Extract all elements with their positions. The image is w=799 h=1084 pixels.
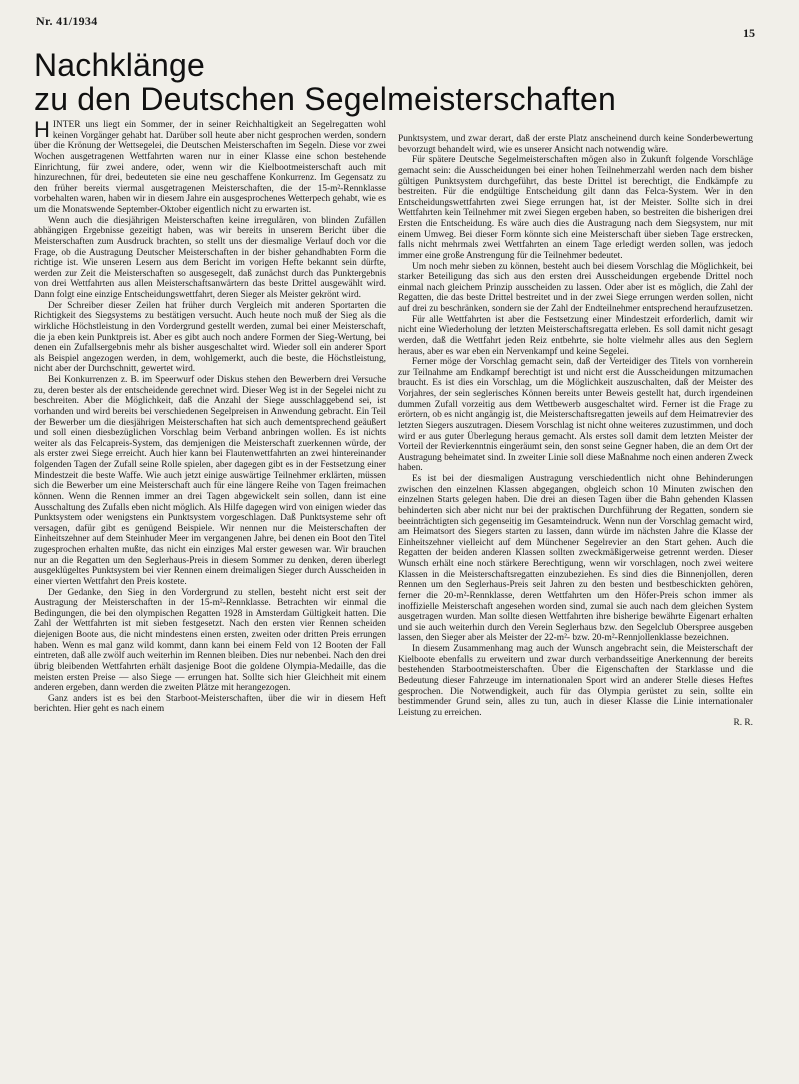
right-column — [398, 134, 753, 1075]
article-title — [34, 48, 774, 116]
left-column — [34, 120, 386, 1075]
paragraph: Bei Konkurrenzen z. B. im Speerwurf oder Diskus stehen den Bewerbern drei Versuche zu, deren bester als der entscheidende gerechnet wird. Dieser Weg ist in der Segelei nicht zu beschreiten. Aber die Möglichkeit, daß die Anzahl der Siege ausschlaggebend sei, ist vorhanden und wird bereits bei verschiedenen Segelpreisen in Anwendung gebracht. Ein Teil der Bewerber um die diesjährigen Meisterschaften hat sich auch dementsprechend geäußert und soll einen diesbezüglichen Vorschlag beim Verband anbringen wollen. Es ist nichts weiter als das Felcapreis-System, das demjenigen die Meisterschaft zuerkennen würde, der als erster zwei Siege erreicht. Auch hier kann bei Flautenwettfahrten an zwei hintereinander folgenden Tagen der Zufall seine Rolle spielen, aber dagegen gibt es in der Festsetzung einer Mindestzeit die beste Waffe. Wie auch jetzt einige auswärtige Teilnehmer erklärten, müssen sich die Bewerber um eine Meisterschaft auch für eine längere Reihe von Tagen freimachen können. Wenn die Rennen immer an drei Tagen abgewickelt sein sollen, dann ist eine Ausschaltung des Zufalls eben nicht möglich. Als Hilfe dagegen wird von einigen wieder das Punktsystem oder wenigstens ein Punktsystem vorgeschlagen. Daß Punktsysteme sehr oft versagen, dafür gibt es genügend Beispiele. Wir nennen nur die Meisterschaften der Einheitszehner auf dem Steinhuder Meer im vergangenen Jahre, bei denen ein Boot den Titel zugesprochen erhalten mußte, das nicht ein einziges Mal erster gewesen war. Wir brauchen nur an die Regatten um den Seglerhaus-Preis in diesem Sommer zu denken, deren überlegt ausgeklügeltes Punktsystem bei vier Rennen einem dreimaligen Sieger durch Ausscheiden in einer vierten Wettfahrt den Preis kostete. — [34, 375, 386, 587]
paragraph: HINTER uns liegt ein Sommer, der in seiner Reichhaltigkeit an Segelregatten wohl keinen Vorgänger gehabt hat. Darüber soll heute aber nicht gesprochen werden, sondern über die Krönung der Wettsegelei, die Deutschen Meisterschaften im Segeln. Diese vor zwei Wochen ausgetragenen Wettfahrten waren nur in einer Klasse eine schon bestehende Einrichtung, für zwei andere, oder, wenn wir die Kielbootmeisterschaft auch mit hinzurechnen, für drei, bedeuteten sie eine neu geschaffene Konkurrenz. Im Gegensatz zu den früher bereits viermal ausgetragenen Meisterschaften, die der 15-m²-Rennklasse vorbehalten waren, haben wir in diesem Jahre ein ausgesprochenes Wetterpech gehabt, wie es um die Monatswende September-Oktober eigentlich nicht zu erwarten ist. — [34, 120, 386, 215]
paragraph: Es ist bei der diesmaligen Austragung verschiedentlich nicht ohne Behinderungen zwischen den einzelnen Klassen abgegangen, obgleich schon 10 Minuten zwischen den einzelnen Starts gelegen haben. Die drei an diesen Tagen über die Bahn gehenden Klassen behinderten sich aber nicht nur bei der praktischen Durchführung der Regatten, sondern sie beeinträchtigten sich gegenseitig im Gesamteindruck. Wenn nun der Vorschlag gemacht wird, am Heimatsort des Siegers starten zu lassen, dann würde im nächsten Jahre die Klasse der Einheitszehner vielleicht auf dem Münchener Segelrevier an den Start gehen. Auch die Regatten der beiden anderen Klassen sollten zweckmäßigerweise getrennt werden. Dieser Wunsch erhält eine noch stärkere Berechtigung, wenn wir vorschlagen, noch zwei weitere Klassen in die Meisterschaftsregatten einzubeziehen. Es sind dies die Binnenjollen, deren Rennen um den Seglerhaus-Preis seit Jahren zu den besten und bestbeschickten gehören, ferner die 20-m²-Rennklasse, deren Wettfahrten um den Höfer-Preis schon immer als inoffizielle Meisterschaft angesehen worden sind, zumal sie auch nach dem gleichen System ausgetragen wurden. Man sollte diesen Wettfahrten ihre bisherige bewährte Eigenart erhalten und sie auch weiterhin durch den Verein Seglerhaus bzw. den Segelclub Oberspree ausgeben lassen, den Sieger aber als Meister der 22-m²- bzw. 20-m²-Rennjollenklasse bezeichnen. — [398, 474, 753, 644]
paragraph: Der Schreiber dieser Zeilen hat früher durch Vergleich mit anderen Sportarten die Richtigkeit des Siegsystems zu bestätigen versucht. Auch heute noch muß der Sieg als die wirkliche Höchstleistung in den Vordergrund gestellt werden, zumal bei einer Meisterschaft, die ja eben kein Punktpreis ist. Aber es gibt auch noch andere Formen der Sieg-Wertung, bei denen ein Zufallsergebnis mehr als bisher ausgeschaltet wird. Wieder soll ein anderer Sport als Beispiel angezogen werden, in dem, wohlgemerkt, auch die beste, die Höchstleistung, nicht aber der Durchschnitt, gewertet wird. — [34, 300, 386, 375]
issue-number: Nr. 41/1934 — [36, 14, 98, 28]
article-title-line-1: Nachklänge — [34, 47, 205, 83]
paragraph: Für spätere Deutsche Segelmeisterschaften mögen also in Zukunft folgende Vorschläge gemacht sein: die Ausscheidungen bei einer hohen Teilnehmerzahl werden nach dem bisher gültigen Punktsystem durchgeführt, das beste Drittel ist berechtigt, die Endkämpfe zu bestreiten. Für die endgültige Entscheidung gilt dann das Felca-System. Wer in den Entscheidungswettfahrten zwei Siege errungen hat, ist der Meister. Sollte sich in drei Wettfahrten kein Teilnehmer mit zwei Siegen ergeben haben, so bestreiten die bisherigen drei Ersten die Entscheidung. Es wäre auch dies die Austragung nach dem Siegsystem, nur mit einem Umweg. Bei dieser Form könnte sich eine Meisterschaft über sieben Tage erstrecken, falls nicht mehrmals zwei Wettfahrten an einem Tage erledigt werden sollen, was jedoch immer eine große Anstrengung für die Teilnehmer bedeutet. — [398, 155, 753, 261]
drop-cap: H — [34, 120, 50, 142]
paragraph: Ferner möge der Vorschlag gemacht sein, daß der Verteidiger des Titels von vornherein zur Teilnahme am Endkampf berechtigt ist und nicht erst die Ausscheidungen mitzumachen braucht. Es ist dies ein Vorschlag, um die Möglichkeit auszuschalten, daß der Meister des Vorjahres, der sein seglerisches Können bereits unter Beweis gestellt hat, durch irgendeinen dummen Zufall vorzeitig aus dem Wettbewerb ausgeschaltet wird. Ferner ist die Frage zu erörtern, ob es nicht angängig ist, die Meisterschaftsregatten jeweils auf dem Heimatrevier des letzten Siegers auszutragen. Diesem Vorschlag ist nicht ohne weiteres zuzustimmen, und doch wird er aus guter Überlegung heraus gemacht. Als erstes soll damit dem letzten Meister der Vorteil der Revierkenntnis eingeräumt sein, den sonst seine Gegner haben, die an dem Ort der Austragung beheimatet sind. In zweiter Linie soll diese Maßnahme noch einen anderen Zweck haben. — [398, 357, 753, 474]
paragraph: Um noch mehr sieben zu können, besteht auch bei diesem Vorschlag die Möglichkeit, bei starker Beteiligung das sich aus den ersten drei Ausscheidungen ergebende Drittel noch einmal nach gleichem Prinzip ausscheiden zu lassen. Oder aber ist es möglich, die Zahl der Regatten, die das beste Drittel bestreitet und in der zwei Siege errungen werden sollen, nicht auf drei zu beschränken, sondern sie der Zahl der Endteilnehmer entsprechend heraufzusetzen. — [398, 261, 753, 314]
paragraph: Punktsystem, und zwar derart, daß der erste Platz anscheinend durch keine Sonderbewertung bevorzugt behandelt wird, wie es unserer Ansicht nach notwendig wäre. — [398, 134, 753, 155]
paragraph: Für alle Wettfahrten ist aber die Festsetzung einer Mindestzeit erforderlich, damit wir nicht eine Wiederholung der letzten Meisterschaftsregatta erleben. Es soll damit nicht gesagt werden, daß die Wettfahrt jeden Reiz entbehrte, sie holte vielmehr alles aus den Seglern heraus, aber es war eben ein Nervenkampf und keine Segelei. — [398, 314, 753, 357]
author-signature: R. R. — [733, 718, 753, 729]
paragraph: Ganz anders ist es bei den Starboot-Meisterschaften, über die wir in diesem Heft berichten. Hier geht es nach einem — [34, 693, 386, 715]
paragraph: Der Gedanke, den Sieg in den Vordergrund zu stellen, besteht nicht erst seit der Austragung der Meisterschaften in der 15-m²-Rennklasse. Betrachten wir einmal die Bedingungen, die bei den olympischen Regatten 1928 in Amsterdam Gültigkeit hatten. Die Zahl der Wettfahrten ist mit sieben festgesetzt. Nach den ersten vier Rennen scheiden diejenigen Boote aus, die nicht mindestens einen ersten, zweiten oder dritten Preis errungen haben. Wenn es mal ganz wild kommt, dann kann bei einem Feld von 12 Booten der Fall eintreten, daß alle zwölf auch weiterhin im Rennen bleiben. Dies nur nebenbei. Nach den drei übrig bleibenden Wettfahrten erhält dasjenige Boot die goldene Olympia-Medaille, das die meisten ersten Preise — also Siege — errungen hat. Sollte sich hier Gleichheit mit einem anderen ergeben, dann werden die zweiten Plätze mit herangezogen. — [34, 587, 386, 694]
paragraph: Wenn auch die diesjährigen Meisterschaften keine irregulären, von blinden Zufällen abhängigen Ergebnisse gezeitigt haben, was wir bereits in unserem Bericht über die Meisterschaften zum Ausdruck brachten, so stellt uns der diesmalige Verlauf doch vor die Frage, ob die Austragung Deutscher Meisterschaften in der bisher gehandhabten Form die richtige ist. Wie unseren Lesern aus dem Bericht im vorigen Hefte bekannt sein dürfte, werden zur Zeit die Meisterschaften so ausgesegelt, daß zunächst durch das Punktergebnis von drei Wettfahrten aus allen Meisterschaftsanwärtern das beste Drittel ausgewählt wird. Dann folgt eine einzige Entscheidungswettfahrt, deren Sieger als Meister gekrönt wird. — [34, 215, 386, 300]
page-number: 15 — [743, 26, 755, 40]
article-title-line-2: zu den Deutschen Segelmeisterschaften — [34, 81, 616, 117]
paragraph: In diesem Zusammenhang mag auch der Wunsch angebracht sein, die Meisterschaft der Kielboote ebenfalls zu erweitern und zwar durch verbandsseitige Anerkennung der bereits bestehenden Starbootmeisterschaften. Über die Eigenschaften der Starklasse und die Bedeutung dieser Fahrzeuge im internationalen Sport wird an anderer Stelle dieses Heftes gesprochen. Die Notwendigkeit, auch für das Olympia gerüstet zu sein, sollte ein bestimmender Grund sein, alles zu tun, auch in dieser Klasse die Linie internationaler Leistung zu erreichen. — [398, 644, 753, 718]
